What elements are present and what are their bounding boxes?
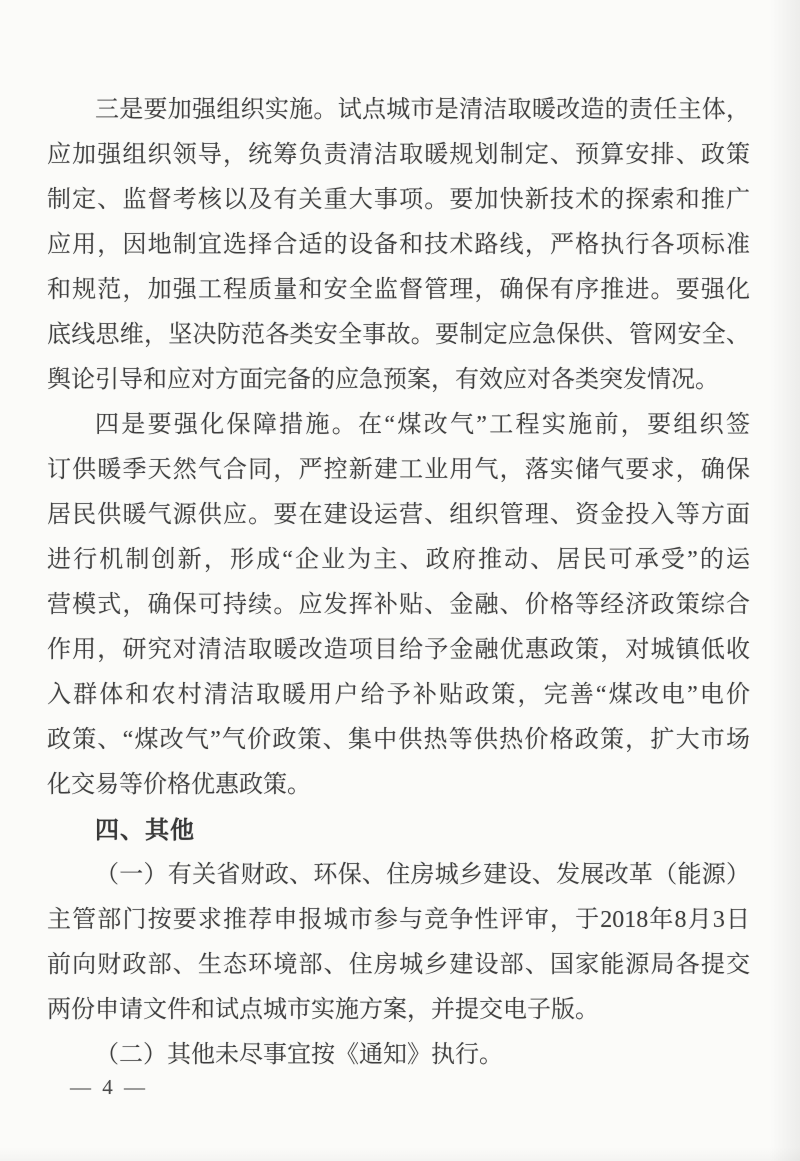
text-line: 订供暖季天然气合同，严控新建工业用气，落实储气要求，确保	[47, 457, 750, 483]
text-line: 前向财政部、生态环境部、住房城乡建设部、国家能源局各提交	[47, 952, 750, 978]
text-line: 底线思维，坚决防范各类安全事故。要制定应急保供、管网安全、	[47, 322, 750, 348]
document-body	[47, 88, 750, 1078]
text-line: 制定、监督考核以及有关重大事项。要加快新技术的探索和推广	[47, 187, 750, 213]
text-line: 应加强组织领导，统筹负责清洁取暖规划制定、预算安排、政策	[47, 142, 750, 168]
text-line: 应用，因地制宜选择合适的设备和技术路线，严格执行各项标准	[47, 232, 750, 258]
text-line: 化交易等价格优惠政策。	[47, 772, 311, 798]
scan-shadow-bottom	[0, 1147, 800, 1161]
scan-shadow-right	[770, 0, 800, 1161]
text-line: 主管部门按要求推荐申报城市参与竞争性评审，于2018年8月3日	[47, 907, 750, 933]
text-line: 舆论引导和应对方面完备的应急预案，有效应对各类突发情况。	[47, 367, 719, 393]
section-heading-four-other: 四、其他	[95, 817, 195, 844]
text-line: 三是要加强组织实施。试点城市是清洁取暖改造的责任主体，	[95, 97, 750, 123]
text-line: 和规范，加强工程质量和安全监督管理，确保有序推进。要强化	[47, 277, 750, 303]
text-line: 营模式，确保可持续。应发挥补贴、金融、价格等经济政策综合	[47, 592, 750, 618]
text-line: 两份申请文件和试点城市实施方案，并提交电子版。	[47, 997, 599, 1023]
text-line: 四是要强化保障措施。在“煤改气”工程实施前，要组织签	[95, 412, 750, 438]
page-number: — 4 —	[70, 1075, 148, 1099]
text-line: 政策、“煤改气”气价政策、集中供热等供热价格政策，扩大市场	[47, 727, 750, 753]
text-line: （一）有关省财政、环保、住房城乡建设、发展改革（能源）	[95, 862, 750, 888]
text-line: （二）其他未尽事宜按《通知》执行。	[95, 1042, 503, 1068]
text-line: 作用，研究对清洁取暖改造项目给予金融优惠政策，对城镇低收	[47, 637, 750, 663]
text-line: 居民供暖气源供应。要在建设运营、组织管理、资金投入等方面	[47, 502, 750, 528]
text-line: 入群体和农村清洁取暖用户给予补贴政策，完善“煤改电”电价	[47, 682, 750, 708]
text-line: 进行机制创新，形成“企业为主、政府推动、居民可承受”的运	[47, 547, 750, 573]
